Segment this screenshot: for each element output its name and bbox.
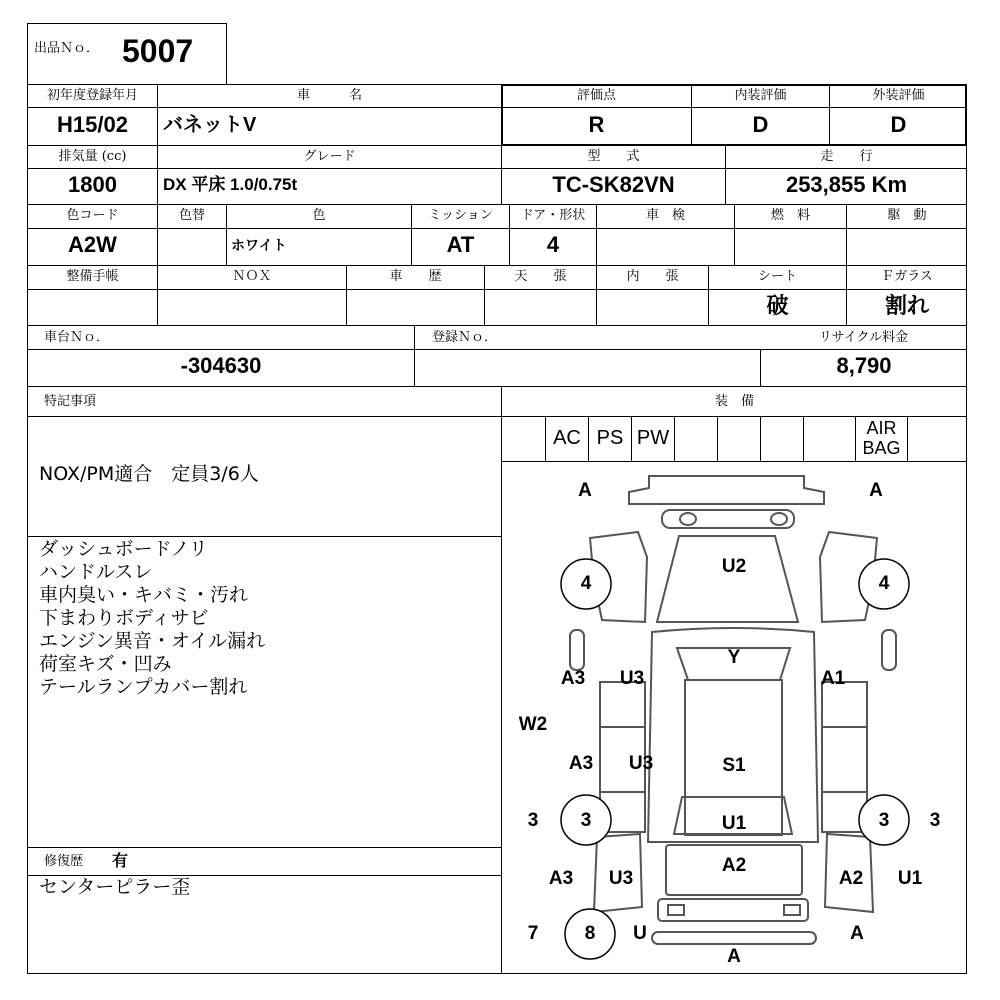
damage-mark: U1 bbox=[721, 813, 747, 834]
score-label: 評価点 bbox=[576, 88, 616, 103]
lot-label: 出品Ｎｏ． bbox=[34, 41, 100, 56]
maintenance-label: 整備手帳 bbox=[66, 269, 119, 284]
color-label: 色 bbox=[312, 208, 326, 223]
seat-value: 破 bbox=[766, 293, 789, 318]
damage-mark: 4 bbox=[878, 573, 890, 594]
taillight-left bbox=[668, 905, 684, 915]
transmission-label: ミッション bbox=[428, 208, 493, 223]
displacement-value: 1800 bbox=[68, 172, 117, 197]
equipment-airbag: AIR BAG bbox=[862, 418, 901, 458]
windshield bbox=[657, 536, 798, 622]
notes-list bbox=[39, 538, 265, 699]
doors-label: ドア・形状 bbox=[520, 208, 586, 223]
interior-value: D bbox=[752, 112, 769, 137]
glass-value: 割れ bbox=[884, 293, 929, 318]
repair-label: 修復歴 bbox=[44, 854, 84, 869]
sunroof-label: 天 張 bbox=[514, 269, 567, 284]
color-value: ホワイト bbox=[231, 237, 287, 253]
chassis-value: -304630 bbox=[180, 353, 262, 378]
damage-mark: U bbox=[633, 923, 647, 944]
hline bbox=[27, 847, 502, 848]
damage-mark: A1 bbox=[820, 668, 846, 689]
inspection-value bbox=[597, 228, 734, 262]
notes-line1: NOX/PM適合 定員3/6人 bbox=[39, 463, 259, 485]
right-side-panel bbox=[822, 682, 867, 832]
score-value: R bbox=[588, 112, 605, 137]
equipment-pw: PW bbox=[636, 427, 670, 449]
vline bbox=[803, 416, 804, 461]
chassis-label: 車台Ｎｏ． bbox=[44, 330, 110, 345]
hline bbox=[27, 386, 967, 387]
rear-bumper bbox=[658, 899, 808, 921]
notes-label: 特記事項 bbox=[44, 394, 97, 409]
recycle-label: リサイクル料金 bbox=[818, 330, 909, 345]
vline bbox=[760, 416, 761, 461]
list-item: 車内臭い・キバミ・汚れ bbox=[39, 584, 249, 606]
front-grille bbox=[662, 510, 794, 528]
interior-lining-label: 内 張 bbox=[626, 269, 679, 284]
damage-mark: 3 bbox=[527, 810, 539, 831]
sunroof-value bbox=[485, 289, 596, 323]
car-name-label: 車 名 bbox=[296, 88, 362, 103]
hline bbox=[27, 325, 967, 326]
grade-label: グレード bbox=[303, 149, 356, 164]
first-reg-label: 初年度登録年月 bbox=[46, 88, 138, 103]
damage-mark: A bbox=[850, 923, 864, 944]
vline bbox=[907, 416, 908, 461]
damage-mark: 4 bbox=[580, 573, 592, 594]
damage-mark: 7 bbox=[527, 923, 539, 944]
equipment-label: 装 備 bbox=[714, 394, 754, 409]
maintenance-value bbox=[28, 289, 157, 323]
history-label: 車 歴 bbox=[389, 269, 442, 284]
damage-mark: A2 bbox=[721, 855, 747, 876]
fuel-label: 燃 料 bbox=[770, 208, 810, 223]
front-bumper bbox=[629, 476, 824, 504]
damage-mark: U2 bbox=[721, 556, 747, 577]
list-item: ダッシュボードノリ bbox=[39, 538, 208, 560]
seat-label: シート bbox=[757, 269, 797, 284]
damage-mark: W2 bbox=[518, 714, 548, 735]
car-diagram bbox=[502, 462, 966, 973]
damage-mark: A bbox=[727, 946, 741, 967]
taillight-right bbox=[784, 905, 800, 915]
drive-value bbox=[847, 228, 967, 262]
color-code-label: 色コード bbox=[66, 208, 119, 223]
damage-mark: A2 bbox=[838, 868, 864, 889]
mileage-value: 253,855 Km bbox=[785, 172, 908, 197]
inspection-label: 車 検 bbox=[645, 208, 685, 223]
lot-number: 5007 bbox=[122, 33, 194, 69]
damage-mark: U3 bbox=[619, 668, 645, 689]
doors-value: 4 bbox=[546, 232, 560, 257]
first-reg-value: H15/02 bbox=[57, 112, 128, 137]
damage-mark: U1 bbox=[897, 868, 923, 889]
transmission-value: AT bbox=[446, 232, 475, 257]
list-item: 下まわりボディサビ bbox=[39, 607, 209, 629]
fuel-value bbox=[735, 228, 846, 262]
damage-mark: U3 bbox=[628, 753, 654, 774]
damage-mark: 3 bbox=[878, 810, 890, 831]
repaint-label: 色替 bbox=[178, 208, 205, 223]
recycle-value: 8,790 bbox=[836, 353, 892, 378]
exterior-label: 外装評価 bbox=[872, 88, 925, 103]
displacement-label: 排気量 (cc) bbox=[58, 149, 127, 164]
model-value: TC-SK82VN bbox=[552, 172, 675, 197]
repair-value: 有 bbox=[112, 851, 129, 870]
list-item: 荷室キズ・凹み bbox=[39, 653, 172, 675]
damage-mark: A3 bbox=[548, 868, 574, 889]
vline bbox=[674, 416, 675, 461]
damage-mark: A bbox=[869, 480, 883, 501]
damage-mark: A3 bbox=[560, 668, 586, 689]
damage-mark: 3 bbox=[929, 810, 941, 831]
color-code-value: A2W bbox=[68, 232, 117, 257]
mirror-left bbox=[570, 630, 584, 670]
damage-mark: 8 bbox=[584, 923, 596, 944]
list-item: テールランプカバー割れ bbox=[39, 676, 248, 698]
history-value bbox=[347, 289, 484, 323]
damage-mark: Y bbox=[727, 647, 741, 668]
damage-mark: 3 bbox=[580, 810, 592, 831]
damage-mark: A3 bbox=[568, 753, 594, 774]
equipment-ps: PS bbox=[596, 427, 624, 449]
mirror-right bbox=[882, 630, 896, 670]
damage-mark: S1 bbox=[722, 755, 746, 776]
grade-value: DX 平床 1.0/0.75t bbox=[163, 175, 298, 194]
mileage-label: 走 行 bbox=[820, 149, 873, 164]
damage-mark: U3 bbox=[608, 868, 634, 889]
repaint-value bbox=[158, 228, 226, 262]
list-item: ハンドルスレ bbox=[39, 561, 153, 583]
model-label: 型 式 bbox=[587, 149, 640, 164]
vline bbox=[717, 416, 718, 461]
drive-label: 駆 動 bbox=[887, 208, 927, 223]
equipment-ac: AC bbox=[553, 427, 581, 449]
headlight-right bbox=[771, 513, 787, 525]
exterior-value: D bbox=[890, 112, 907, 137]
glass-label: Ｆガラス bbox=[881, 269, 933, 284]
headlight-left bbox=[680, 513, 696, 525]
list-item: エンジン異音・オイル漏れ bbox=[39, 630, 266, 652]
interior-lining-value bbox=[597, 289, 708, 323]
nox-value bbox=[158, 289, 346, 323]
hline bbox=[27, 536, 502, 537]
damage-mark: A bbox=[578, 480, 592, 501]
registration-value bbox=[415, 349, 760, 383]
repair-note: センターピラー歪 bbox=[39, 876, 191, 898]
interior-label: 内装評価 bbox=[734, 88, 787, 103]
registration-label: 登録Ｎｏ． bbox=[432, 330, 498, 345]
nox-label: ＮＯＸ bbox=[232, 269, 272, 284]
car-name-value: バネットV bbox=[163, 114, 257, 136]
hline bbox=[27, 416, 967, 417]
